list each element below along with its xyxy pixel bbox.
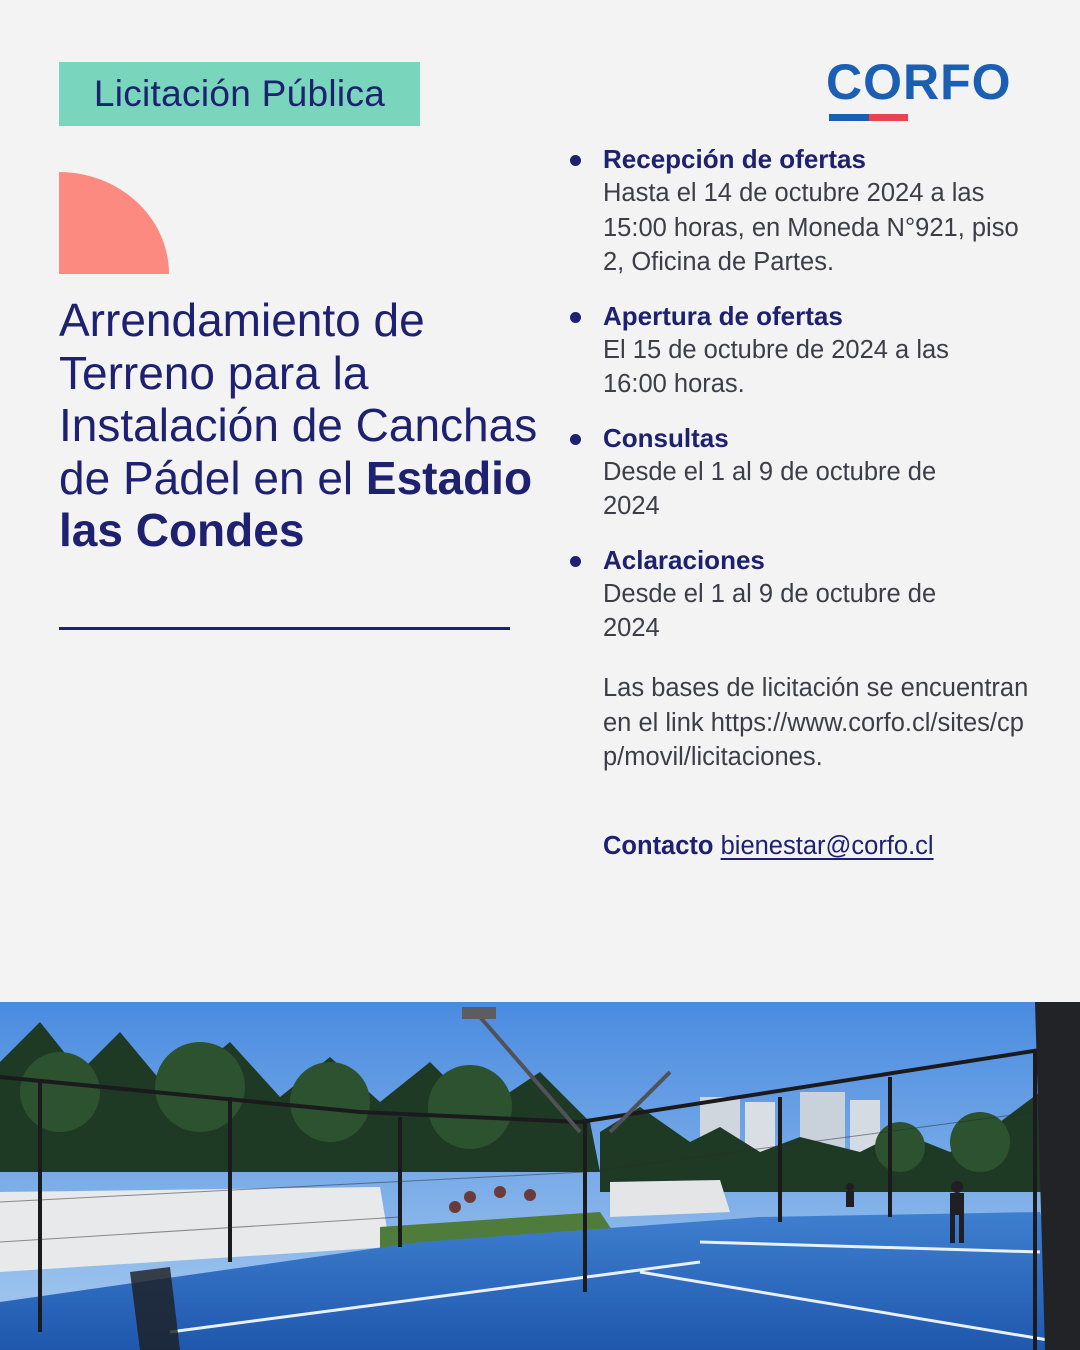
logo-bar-red	[869, 114, 908, 121]
page-title	[59, 294, 539, 557]
licitacion-publica-tag	[59, 62, 420, 126]
list-item	[566, 421, 1036, 524]
bullet-icon	[570, 434, 581, 445]
bullet-icon	[570, 312, 581, 323]
item-title: Apertura de ofertas	[603, 300, 843, 331]
decorative-quarter-circle	[59, 172, 169, 274]
tag-label: Licitación Pública	[93, 73, 386, 114]
contact-email-link[interactable]: bienestar@corfo.cl	[720, 832, 934, 860]
title-bold: Estadio las Condes	[59, 451, 533, 556]
list-item	[566, 543, 1036, 646]
bases-text: Las bases de licitación se encuentran en el link https://www.corfo.cl/sites/cpp/movil/licitaciones.	[603, 674, 1029, 771]
padel-courts-photo	[0, 1002, 1080, 1350]
list-item	[566, 299, 1036, 402]
item-text: Hasta el 14 de octubre 2024 a las 15:00 horas, en Moneda N°921, piso 2, Oficina de Partes.	[603, 179, 1019, 276]
details-list	[566, 142, 1036, 665]
corfo-logo	[826, 56, 1022, 126]
logo-text: CORFO	[826, 54, 1012, 110]
item-title: Recepción de ofertas	[603, 144, 866, 174]
item-title: Consultas	[603, 422, 729, 453]
title-underline	[59, 627, 510, 630]
item-text: Desde el 1 al 9 de octubre de 2024	[603, 579, 937, 642]
contact-label: Contacto	[603, 832, 714, 860]
logo-bar-blue	[829, 114, 869, 121]
item-text: El 15 de octubre de 2024 a las 16:00 horas.	[603, 335, 949, 398]
bullet-icon	[570, 556, 581, 567]
item-title: Aclaraciones	[603, 544, 765, 575]
title-regular: Arrendamiento de Terreno para la Instalación de Canchas de Pádel en el	[59, 294, 538, 504]
list-item	[566, 142, 1036, 280]
contact-line	[603, 829, 934, 863]
item-text: Desde el 1 al 9 de octubre de 2024	[603, 457, 937, 520]
bullet-icon	[570, 155, 581, 166]
